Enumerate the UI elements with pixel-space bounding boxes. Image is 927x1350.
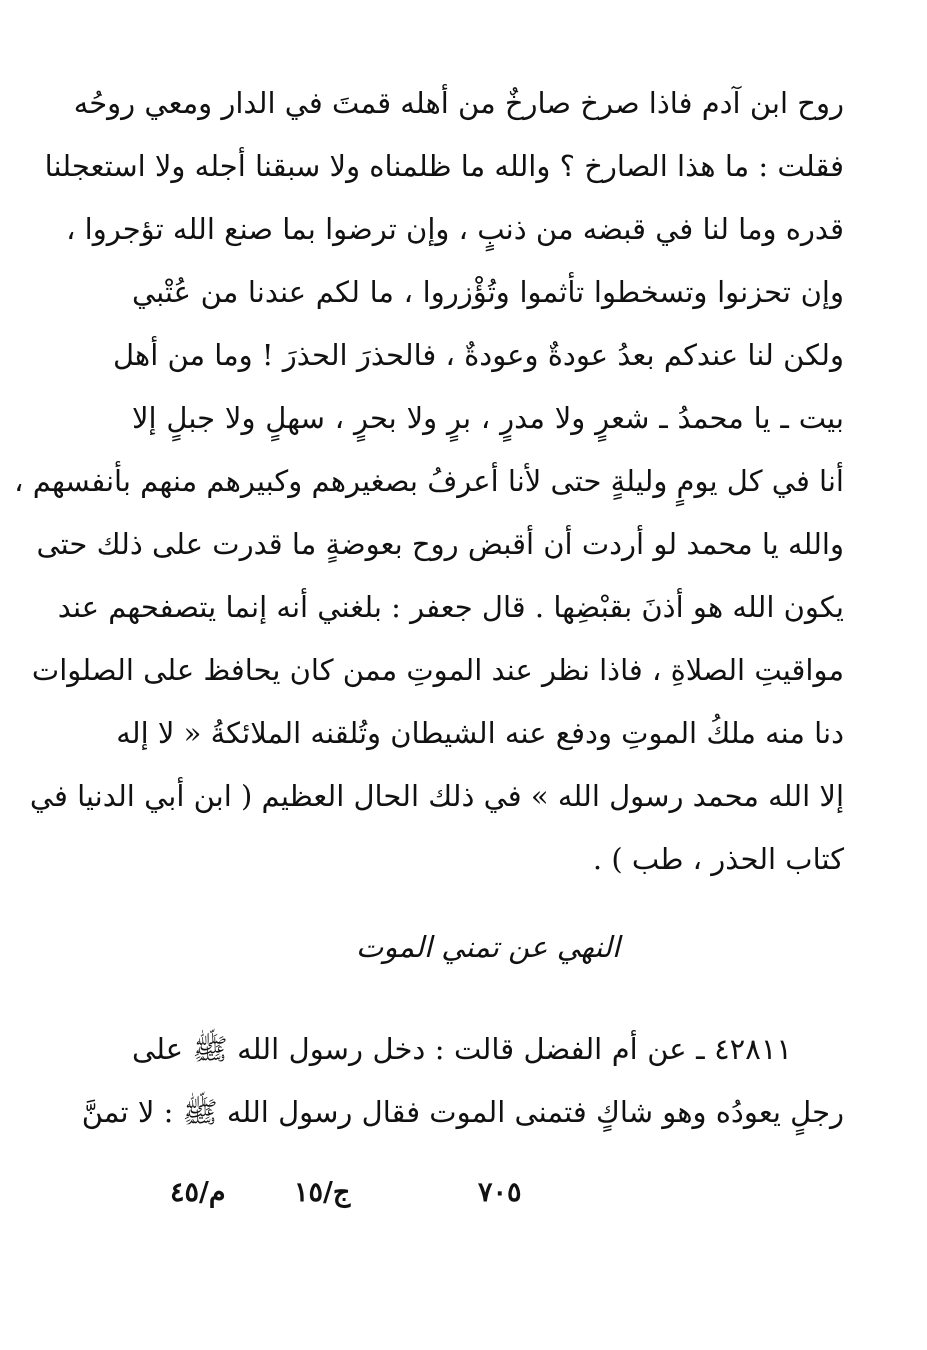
- text-line: قدره وما لنا في قبضه من ذنبٍ ، وإن ترضوا بما صنع الله تؤجروا ،: [66, 212, 844, 246]
- hadith-text: [81, 1018, 844, 1144]
- page-number: ٧٠٥: [478, 1177, 522, 1208]
- signature-mark: م/٤٥: [170, 1177, 226, 1208]
- text-line: فقلت : ما هذا الصارخ ؟ والله ما ظلمناه ولا سبقنا أجله ولا استعجلنا: [44, 149, 844, 183]
- page-footer: [160, 1168, 540, 1218]
- section-heading: النهي عن تمني الموت: [356, 930, 620, 964]
- hadith-line: رجلٍ يعودُه وهو شاكٍ فتمنى الموت فقال رسول الله ﷺ : لا تمنَّ: [81, 1095, 844, 1129]
- text-line: مواقيتِ الصلاةِ ، فاذا نظر عند الموتِ ممن كان يحافظ على الصلوات: [31, 653, 844, 687]
- text-line: أنا في كل يومٍ وليلةٍ حتى لأنا أعرفُ بصغيرهم وكبيرهم منهم بأنفسهم ،: [14, 464, 844, 498]
- text-line: دنا منه ملكُ الموتِ ودفع عنه الشيطان وتُلقنه الملائكةُ « لا إله: [116, 716, 844, 750]
- text-line: ولكن لنا عندكم بعدُ عودةٌ وعودةٌ ، فالحذرَ الحذرَ ! وما من أهل: [112, 338, 844, 372]
- text-line: روح ابن آدم فاذا صرخ صارخٌ من أهله قمتَ في الدار ومعي روحُه: [73, 86, 844, 120]
- hadith-line-first: ٤٢٨١١ ـ عن أم الفضل قالت : دخل رسول الله ﷺ على: [132, 1032, 792, 1066]
- text-line: والله يا محمد لو أردت أن أقبض روح بعوضةٍ ما قدرت على ذلك حتى: [36, 527, 844, 561]
- text-line: وإن تحزنوا وتسخطوا تأثموا وتُؤْزروا ، ما لكم عندنا من عُتْبي: [132, 275, 844, 309]
- text-line: يكون الله هو أذنَ بقبْضِها . قال جعفر : بلغني أنه إنما يتصفحهم عند: [57, 590, 844, 624]
- text-line: بيت ـ يا محمدُ ـ شعرٍ ولا مدرٍ ، برٍ ولا بحرٍ ، سهلٍ ولا جبلٍ إلا: [132, 401, 844, 435]
- body-text: [14, 72, 844, 891]
- volume-mark: ج/١٥: [294, 1177, 351, 1208]
- text-line-last: كتاب الحذر ، طب ) .: [592, 842, 844, 876]
- text-line: إلا الله محمد رسول الله » في ذلك الحال العظيم ( ابن أبي الدنيا في: [29, 779, 844, 813]
